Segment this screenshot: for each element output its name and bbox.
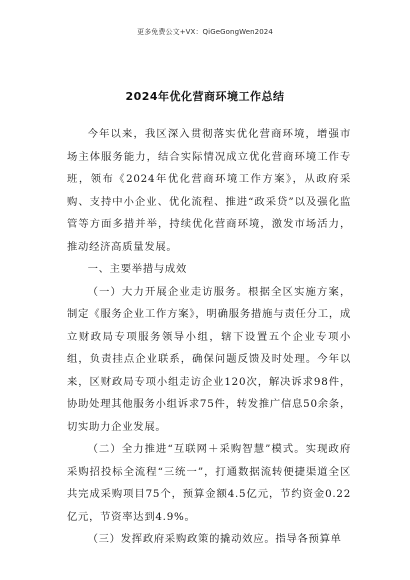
header-note: 更多免费公文+VX：QiGeGongWen2024 [137,28,273,36]
intro-paragraph: 今年以来，我区深入贯彻落实优化营商环境，增强市场主体服务能力，结合实际情况成立优化营商环境工作专班，领布《2024年优化营商环境工作方案》，从政府采购、支持中小企业、优化流程、推进“政采贷”以及强化监管等方面多措并举，持续优化营商环境，激发市场活力，推动经济高质量发展。 [67,128,351,253]
item-3-paragraph: （三）发挥政府采购政策的撬动效应。指导各预算单 [87,533,342,545]
item-1-paragraph: （一）大力开展企业走访服务。根据全区实施方案，制定《服务企业工作方案》，明确服务措施与责任分工，成立财政局专项服务领导小组，辖下设置五个企业专项小组，负责挂点企业联系，确保问题反馈及时处理。今年以来，区财政局专项小组走访企业120次，解决诉求98件，协助处理其他服务小组诉求75件，转发推广信息50余条，切实助力企业发展。 [67,285,351,433]
item-2-paragraph: （二）全力推进“互联网＋采购智慧”模式。实现政府采购招投标全流程“三统一”，打通数据流转便捷渠道全区共完成采购项目75个，预算金额4.5亿元，节约资金0.22亿元，节资率达到4.9%。 [67,443,351,523]
document-body [67,123,351,551]
section-heading: 一、主要举措与成效 [87,263,188,275]
document-title: 2024年优化营商环境工作总结 [125,90,285,103]
